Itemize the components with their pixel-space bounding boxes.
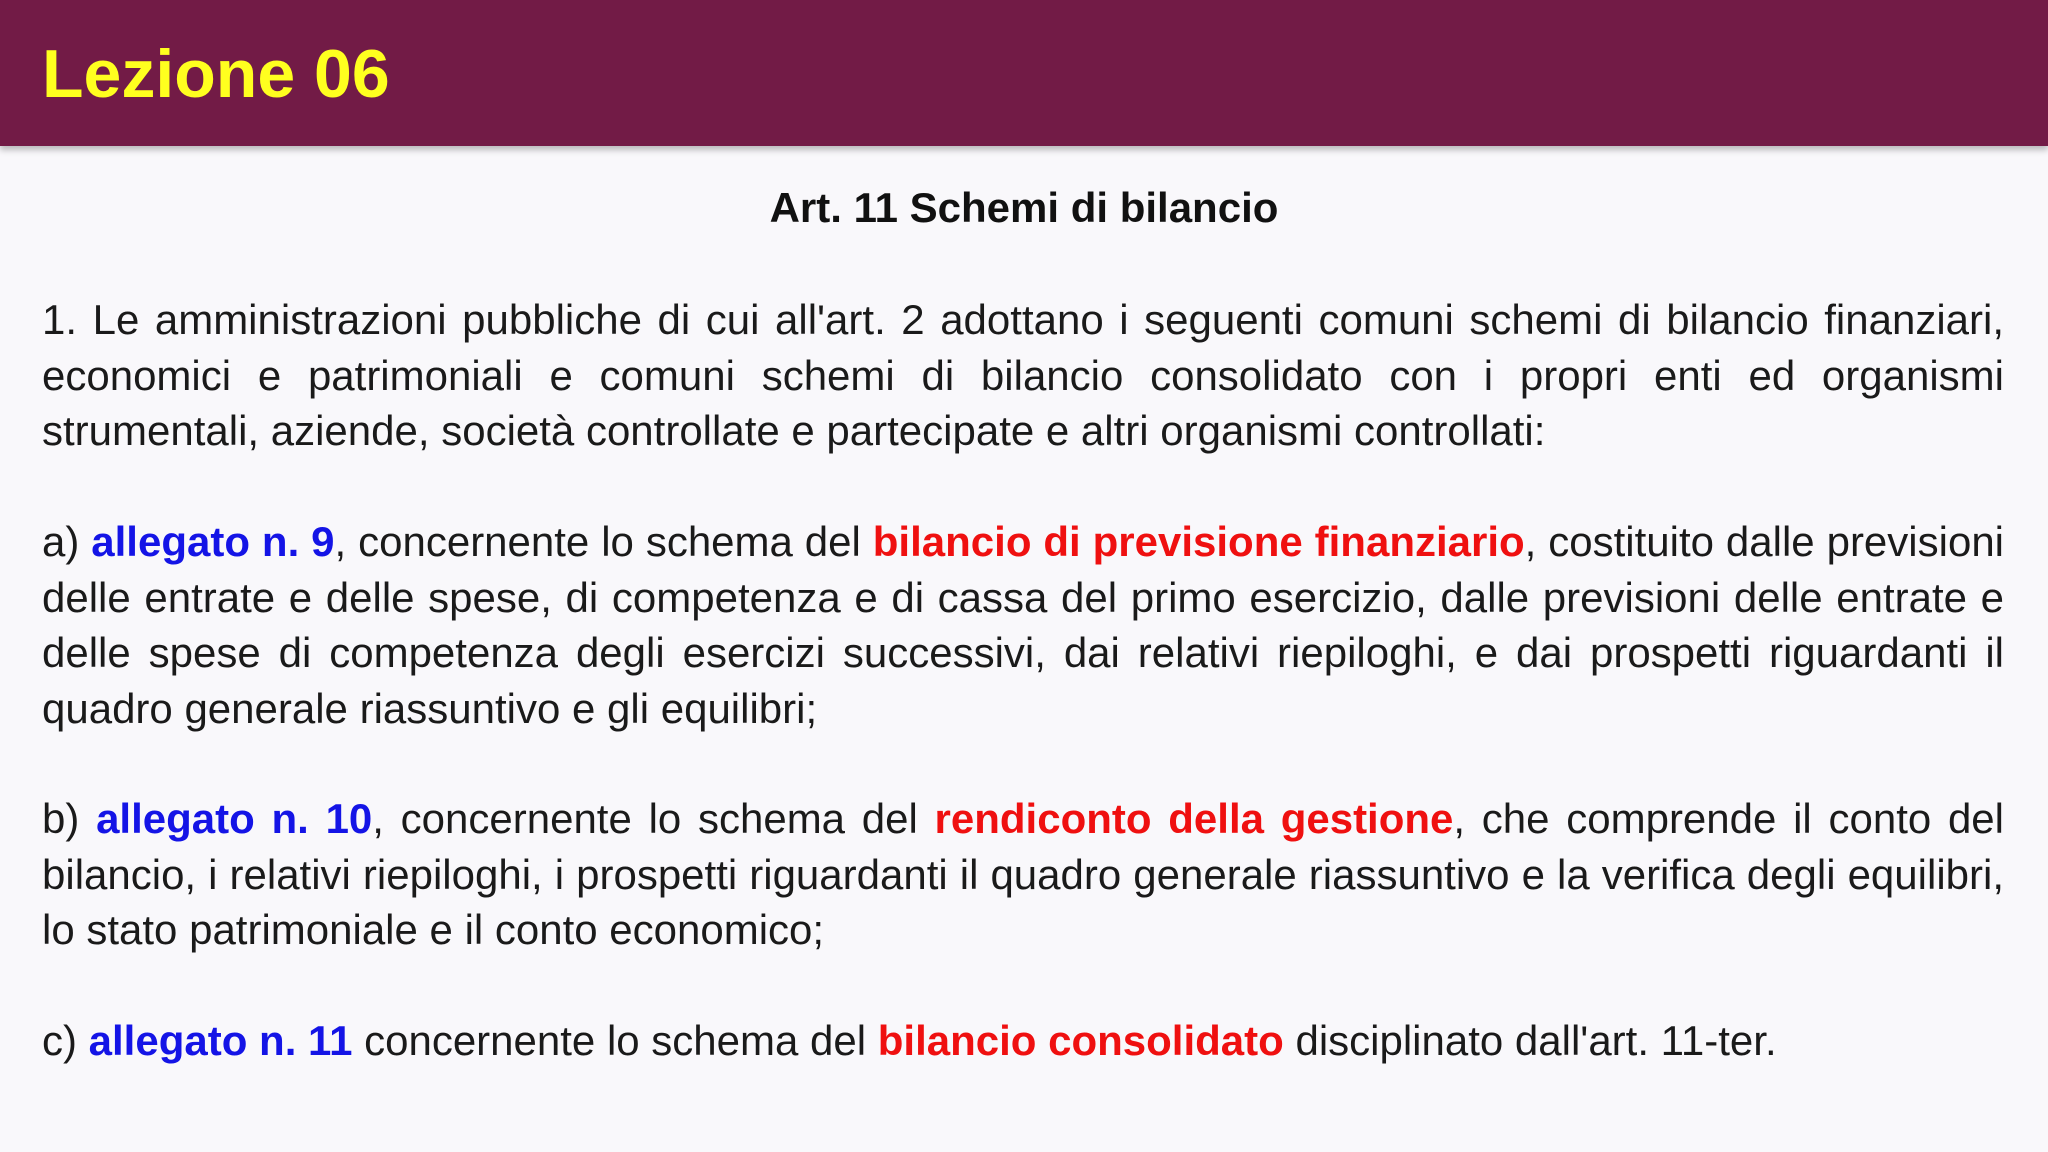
item-text: disciplinato dall'art. 11-ter. — [1283, 1017, 1777, 1064]
item-prefix: c) — [42, 1017, 89, 1064]
item-prefix: b) — [42, 795, 97, 842]
item-text: , concernente lo schema del — [372, 795, 935, 842]
list-item-a — [42, 514, 2004, 736]
annex-reference: allegato n. 11 — [88, 1017, 353, 1064]
item-text: concernente lo schema del — [352, 1017, 878, 1064]
item-text: , concernente lo schema del — [334, 518, 873, 565]
lesson-title: Lezione 06 — [42, 36, 390, 112]
list-item-b — [42, 791, 2004, 958]
highlighted-term: bilancio di previsione finanziario — [872, 518, 1525, 565]
highlighted-term: bilancio consolidato — [877, 1017, 1284, 1064]
item-prefix: a) — [42, 518, 92, 565]
annex-reference: allegato n. 9 — [91, 518, 335, 565]
annex-reference: allegato n. 10 — [96, 795, 373, 842]
list-item-c — [42, 1013, 2004, 1069]
article-title: Art. 11 Schemi di bilancio — [769, 184, 1279, 231]
highlighted-term: rendiconto della gestione — [934, 795, 1454, 842]
item-text: , costituito dalle previsioni delle entrate e delle spese, di competenza e di cassa del primo esercizio, dalle previsioni delle entrate e delle spese di competenza degli esercizi successivi, dai relativi riepiloghi, e dai prospetti riguardanti il quadro generale riassuntivo e gli equilibri; — [42, 518, 2005, 732]
item-text: , che comprende il conto del bilancio, i relativi riepiloghi, i prospetti riguardanti il quadro generale riassuntivo e la verifica degli equilibri, lo stato patrimoniale e il conto economico; — [42, 795, 2004, 953]
header-bar — [0, 0, 2048, 146]
intro-paragraph: 1. Le amministrazioni pubbliche di cui all'art. 2 adottano i seguenti comuni schemi di bilancio finanziari, economici e patrimoniali e comuni schemi di bilancio consolidato con i propri enti ed organismi strumentali, aziende, società controllate e partecipate e altri organismi controllati: — [42, 296, 2004, 454]
